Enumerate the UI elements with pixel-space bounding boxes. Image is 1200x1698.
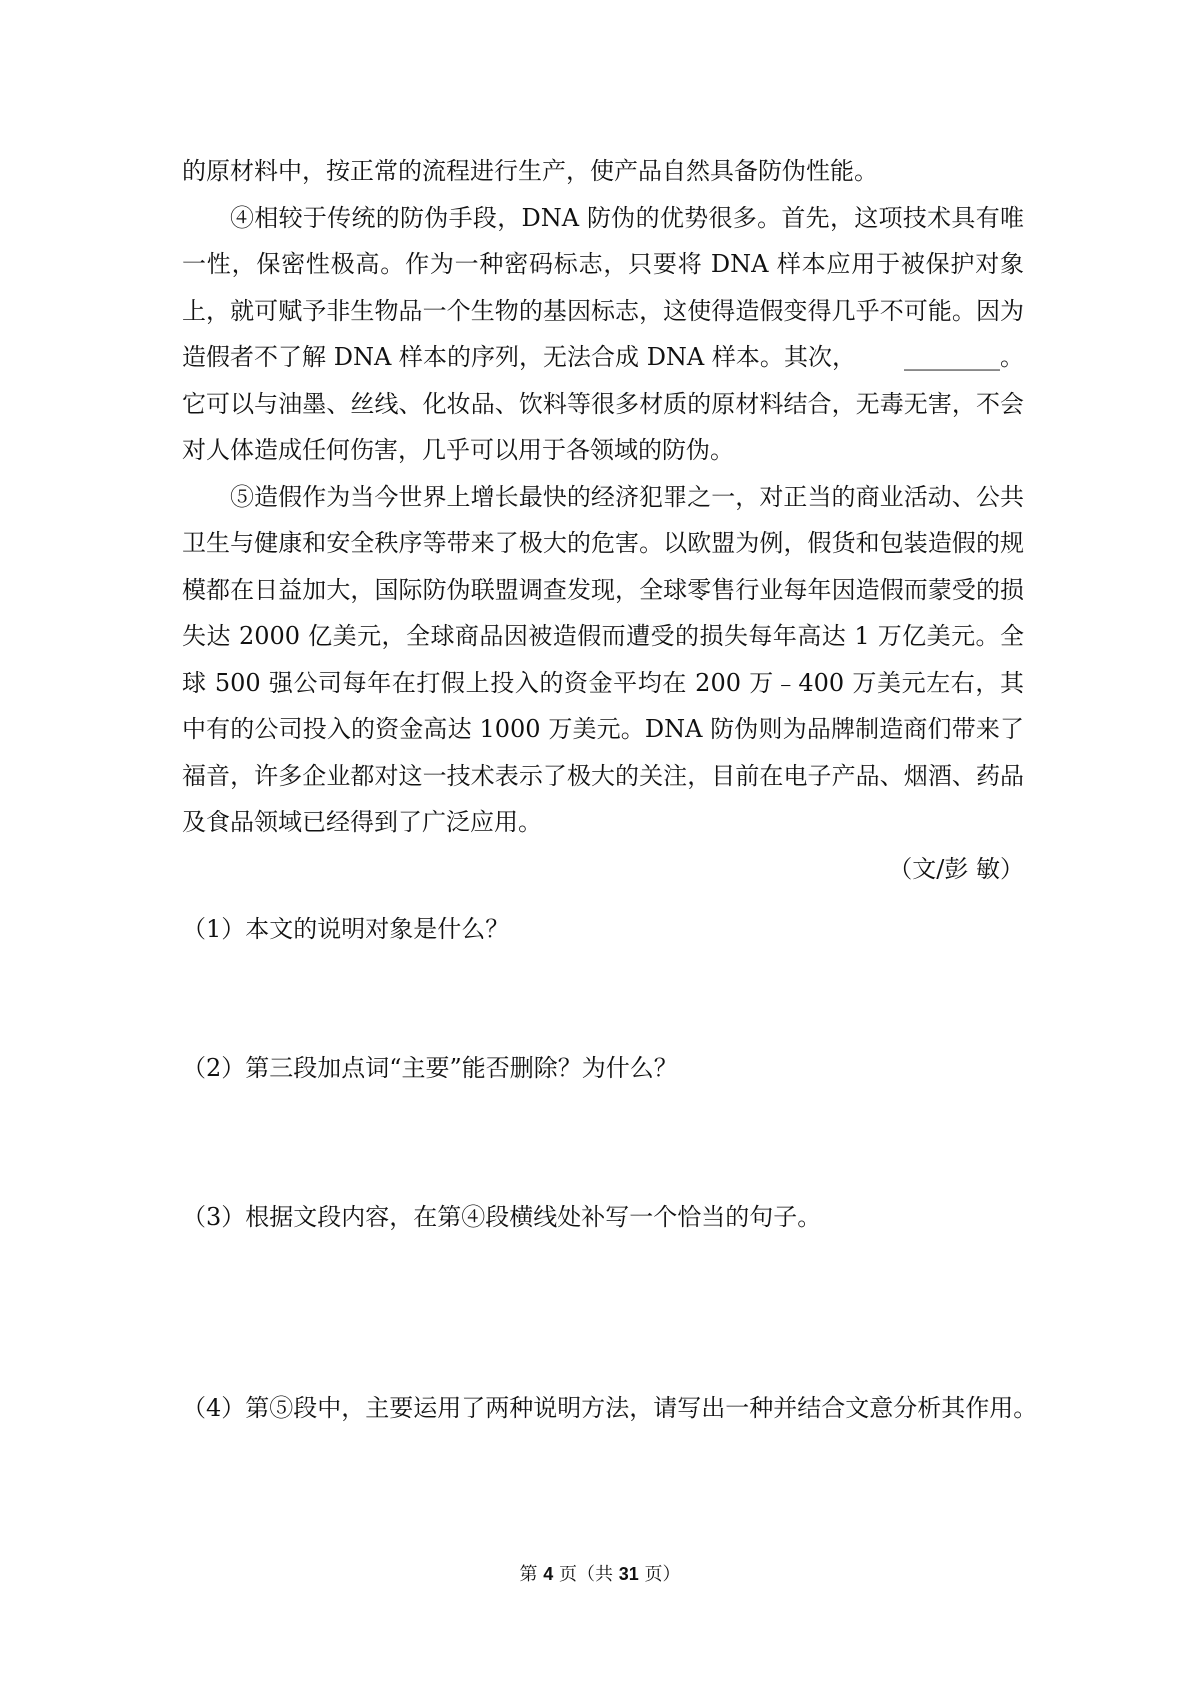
paragraph-4-text-b: 。它可以与油墨、丝线、化妆品、饮料等很多材质的原材料结合，无毒无害，不会对人体造成任何伤害，几乎可以用于各领域的防伪。 <box>182 343 1024 464</box>
paragraph-4 <box>182 195 1024 474</box>
author-credit: （文/彭 敏） <box>888 854 1024 883</box>
paragraph-4-text-a: ④相较于传统的防伪手段，DNA 防伪的优势很多。首先，这项技术具有唯一性，保密性极高。作为一种密码标志，只要将 DNA 样本应用于被保护对象上，就可赋予非生物品一个生物的基因标志，这使得造假变得几乎不可能。因为造假者不了解 DNA 样本的序列，无法合成 DNA 样本。其次， <box>182 203 1024 371</box>
question-4: （4）第⑤段中，主要运用了两种说明方法，请写出一种并结合文意分析其作用。 <box>182 1394 1038 1422</box>
question-3: （3）根据文段内容，在第④段横线处补写一个恰当的句子。 <box>182 1203 822 1231</box>
footer-suffix: 页） <box>638 1564 681 1585</box>
paragraph-3-tail: 的原材料中，按正常的流程进行生产，使产品自然具备防伪性能。 <box>182 157 878 185</box>
footer-page-number: 4 <box>543 1564 554 1584</box>
paragraph-5: ⑤造假作为当今世界上增长最快的经济犯罪之一，对正当的商业活动、公共卫生与健康和安全秩序等带来了极大的危害。以欧盟为例，假货和包装造假的规模都在日益加大，国际防伪联盟调查发现，全球零售行业每年因造假而蒙受的损失达 2000 亿美元，全球商品因被造假而遭受的损失每年高达 1 万亿美元。全球 500 强公司每年在打假上投入的资金平均在 200 万﹣400 万美元左右，其中有的公司投入的资金高达 1000 万美元。DNA 防伪则为品牌制造商们带来了福音，许多企业都对这一技术表示了极大的关注，目前在电子产品、烟酒、药品及食品领域已经得到了广泛应用。 <box>182 482 1024 836</box>
passage-body <box>182 148 1024 892</box>
question-1: （1）本文的说明对象是什么？ <box>182 915 510 943</box>
footer-prefix: 第 <box>519 1564 544 1585</box>
question-2: （2）第三段加点词“主要”能否删除？为什么？ <box>182 1054 678 1082</box>
footer-middle: 页（共 <box>553 1564 619 1585</box>
footer-total-pages: 31 <box>618 1564 639 1584</box>
fill-in-blank: ________ <box>903 343 1000 371</box>
page-footer <box>0 1560 1200 1586</box>
